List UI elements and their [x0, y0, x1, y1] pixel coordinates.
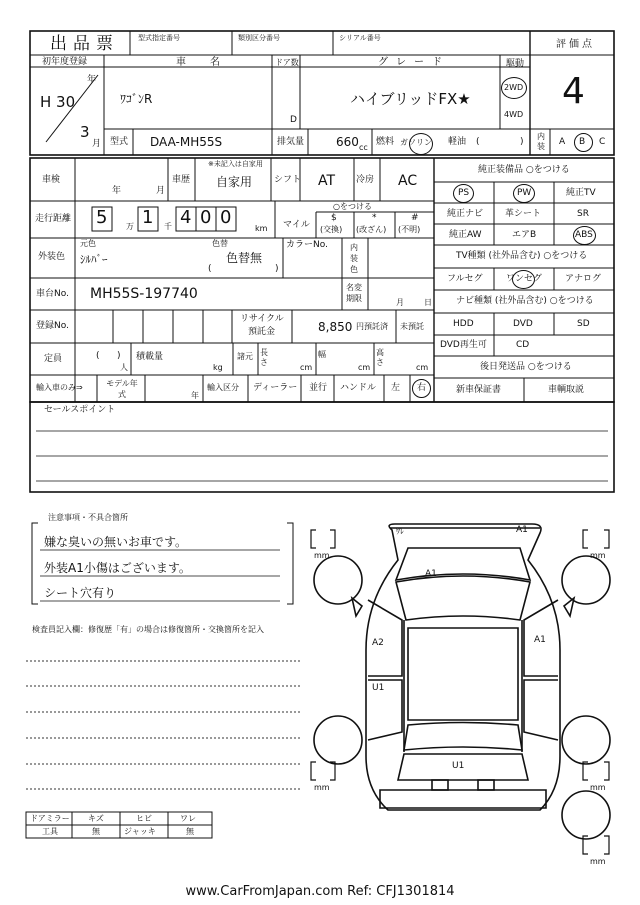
name-period-month: 月	[396, 298, 404, 307]
handle-label: ハンドル	[340, 383, 377, 393]
first-reg-label: 初年度登録	[42, 57, 88, 67]
equip-leather: 革シート	[505, 209, 542, 219]
dealer-label: ディーラー	[253, 383, 298, 393]
mileage-label: 走行距離	[35, 214, 72, 224]
equip-aw: 純正AW	[449, 230, 482, 240]
unregistered-note: ※未記入は自家用	[208, 160, 263, 168]
sales-points-label: セールスポイント	[44, 405, 116, 415]
note-line-1: 嫌な臭いの無いお車です。	[44, 535, 188, 549]
mileage-digits	[84, 206, 272, 232]
height-label: 高さ	[376, 348, 384, 367]
kg-unit: kg	[213, 363, 223, 372]
paren-close: )	[520, 137, 524, 147]
color-no-label: カラーNo.	[286, 240, 328, 250]
mileage-digit-5: 0	[220, 207, 232, 228]
left-label: 左	[391, 383, 401, 393]
car-name: ﾜｺﾞﾝR	[120, 92, 153, 106]
drive-2wd: 2WD	[504, 83, 524, 92]
mark-u1-left: U1	[372, 683, 385, 693]
length-cm-unit: cm	[300, 363, 313, 372]
doors-value: D	[290, 115, 297, 125]
orig-color-label: 元色	[80, 239, 96, 248]
inspector-label: 検査員記入欄：修復歴「有」の場合は修復箇所・交換箇所を記入	[32, 625, 264, 634]
dollar-symbol: $	[331, 213, 337, 223]
later-warranty: 新車保証書	[456, 385, 502, 395]
navi-dvd: DVD	[513, 319, 533, 329]
note-line-2: 外装A1小傷はございます。	[44, 561, 191, 575]
navi-label: ナビ種類 (社外品含む) ○をつける	[456, 296, 594, 306]
mileage-digit-2: 1	[142, 207, 154, 228]
recycle-label: リサイクル	[240, 314, 284, 324]
form-title: 出品票	[50, 34, 119, 54]
load-label: 積載量	[136, 352, 164, 362]
tv-analog: アナログ	[565, 274, 602, 284]
drive-2wd-circle	[501, 77, 527, 99]
mm-unit-fr: mm	[590, 551, 606, 560]
model-type: DAA-MH55S	[150, 135, 223, 149]
category-label: 類別区分番号	[238, 34, 280, 42]
car-name-label: 車名	[176, 57, 244, 68]
dims-label: 諸元	[237, 352, 253, 361]
displacement-value: 660	[336, 135, 359, 149]
equip-sr: SR	[577, 209, 589, 219]
shift-value: AT	[318, 173, 336, 189]
fuel-light-oil: 軽油	[448, 137, 467, 147]
hash-symbol: #	[411, 213, 419, 223]
legend-tools-value: 無	[92, 827, 100, 836]
displacement-label: 排気量	[277, 137, 305, 147]
equip-ps: PS	[458, 188, 470, 198]
inspection-month-unit: 月	[156, 186, 166, 196]
import-label: 輸入車のみ⇒	[36, 383, 83, 392]
width-cm-unit: cm	[358, 363, 371, 372]
chassis-label: 車台No.	[36, 289, 69, 299]
star-symbol: *	[372, 213, 377, 223]
legend-break: ワレ	[180, 814, 196, 823]
legend-jack-value: 無	[186, 827, 194, 836]
width-label: 幅	[318, 350, 326, 359]
note-line-3: シート穴有り	[44, 586, 117, 600]
mark-u1-rear: U1	[452, 761, 465, 771]
model-year-unit: 年	[191, 391, 199, 400]
mileage-digit-1: 5	[96, 207, 108, 228]
cd-label: CD	[516, 340, 530, 350]
mm-unit-fl: mm	[314, 551, 330, 560]
interior-grade-a: A	[559, 137, 566, 147]
name-period-label: 名変期限	[346, 283, 362, 303]
legend-jack: ジャッキ	[124, 827, 156, 836]
persons-unit: 人	[120, 363, 128, 372]
mile-label: マイル	[283, 220, 310, 230]
year-unit: 年	[87, 75, 97, 85]
model-year-label: モデル年式	[106, 379, 138, 399]
sen-unit: 千	[164, 222, 172, 231]
equip-pw-circle	[513, 184, 535, 203]
cooling-label: 冷房	[356, 175, 375, 185]
paren-open: (	[476, 137, 480, 147]
exterior-label: 外装色	[38, 252, 66, 262]
later-manual: 車輌取説	[548, 385, 585, 395]
fuel-label: 燃料	[376, 137, 395, 147]
km-unit: km	[255, 224, 268, 233]
interior-grade-c: C	[599, 137, 606, 147]
equip-airbag: エアB	[512, 230, 537, 240]
mark-a1-front: A1	[516, 525, 528, 535]
import-class-label: 輸入区分	[207, 383, 239, 392]
recycle-sub-label: 預託金	[248, 327, 276, 337]
reg-no-label: 登録No.	[36, 321, 69, 331]
notes-title: 注意事項・不具合箇所	[48, 513, 128, 522]
later-label: 後日発送品 ○をつける	[480, 362, 572, 372]
usage-value: 自家用	[216, 175, 253, 189]
capacity-label: 定員	[44, 354, 63, 364]
equip-navi: 純正ナビ	[447, 209, 484, 219]
repaint-value: 色替無	[226, 251, 263, 265]
model-designation-label: 型式指定番号	[138, 34, 180, 42]
cooling-value: AC	[398, 173, 418, 189]
interior-color-label: 内装色	[350, 243, 358, 274]
unknown-label: (不明)	[398, 225, 421, 234]
interior-label: 内装	[537, 132, 545, 151]
doors-label: ドア数	[275, 58, 299, 67]
parallel-label: 並行	[309, 383, 328, 393]
mark-a1-right: A1	[534, 635, 546, 645]
dvd-label: DVD再生可	[440, 340, 487, 350]
mileage-digit-4: 0	[200, 207, 212, 228]
inspection-year-unit: 年	[112, 186, 122, 196]
mileage-digit-3: 4	[180, 207, 192, 228]
equip-pw: PW	[517, 188, 532, 198]
mm-unit-spare: mm	[590, 857, 606, 866]
mark-a1-hood: A1	[425, 569, 437, 579]
tv-oneseg-circle	[512, 270, 535, 289]
footer-ref: www.CarFromJapan.com Ref: CFJ1301814	[185, 884, 455, 899]
interior-grade-b: B	[579, 137, 586, 147]
capacity-paren-close: )	[117, 351, 121, 361]
capacity-paren-open: (	[96, 351, 100, 361]
drive-4wd: 4WD	[504, 110, 524, 119]
month-unit: 月	[92, 139, 102, 149]
legend-tools: 工具	[42, 827, 58, 836]
mark-a2-left: A2	[372, 638, 384, 648]
navi-hdd: HDD	[453, 319, 474, 329]
navi-sd: SD	[577, 319, 590, 329]
orig-color-value: ｼﾙﾊﾞｰ	[80, 253, 108, 266]
serial-label: シリアル番号	[339, 34, 381, 42]
usage-label: 車歴	[172, 175, 191, 185]
mm-unit-rl: mm	[314, 783, 330, 792]
interior-grade-circle	[574, 133, 593, 152]
grade-label: グレード	[378, 57, 450, 68]
repaint-paren-open: (	[208, 264, 212, 274]
tv-oneseg: ワンセグ	[506, 274, 543, 284]
cc-unit: cc	[359, 143, 368, 152]
chassis-value: MH55S-197740	[90, 286, 198, 302]
era-year: H 30	[40, 93, 76, 111]
repaint-label: 色替	[212, 239, 228, 248]
legend-scratch: キズ	[88, 814, 104, 823]
mm-unit-rr: mm	[590, 783, 606, 792]
inspection-label: 車検	[42, 175, 61, 185]
grade-value: ハイブリッドFX★	[350, 90, 471, 108]
recycle-unit: 円預託済	[356, 322, 388, 331]
recycle-amount: 8,850	[318, 320, 353, 334]
fuel-gasoline-circle	[409, 133, 433, 155]
genuine-label: 純正装備品 ○をつける	[478, 165, 570, 175]
exchange-label: (交換)	[320, 225, 343, 234]
mark-break: ﾜﾚ	[396, 527, 404, 536]
right-circle	[412, 379, 431, 398]
right-label: 右	[417, 383, 427, 393]
circle-note: ○をつける	[333, 202, 372, 211]
equip-ps-circle	[453, 184, 474, 203]
legend-crack: ヒビ	[136, 814, 152, 823]
equip-abs: ABS	[575, 230, 593, 240]
model-type-label: 型式	[110, 137, 129, 147]
fuel-gasoline: ガソリン	[400, 138, 432, 147]
not-deposited: 未預託	[400, 322, 424, 331]
first-reg-month: 3	[80, 123, 90, 141]
tv-label: TV種類 (社外品含む) ○をつける	[456, 251, 588, 261]
legend-mirror: ドアミラー	[30, 814, 70, 823]
shift-label: シフト	[274, 175, 302, 185]
height-cm-unit: cm	[416, 363, 429, 372]
score-label: 評価点	[556, 39, 595, 50]
equip-tv: 純正TV	[566, 188, 596, 198]
drive-label: 駆動	[506, 59, 525, 69]
score-value: 4	[562, 71, 585, 112]
name-period-day: 日	[424, 298, 432, 307]
tv-fullseg: フルセグ	[447, 274, 483, 284]
length-label: 長さ	[260, 348, 268, 367]
man-unit: 万	[126, 222, 134, 231]
equip-abs-circle	[573, 226, 596, 245]
repaint-paren-close: )	[275, 264, 279, 274]
altered-label: (改ざん)	[356, 225, 387, 234]
